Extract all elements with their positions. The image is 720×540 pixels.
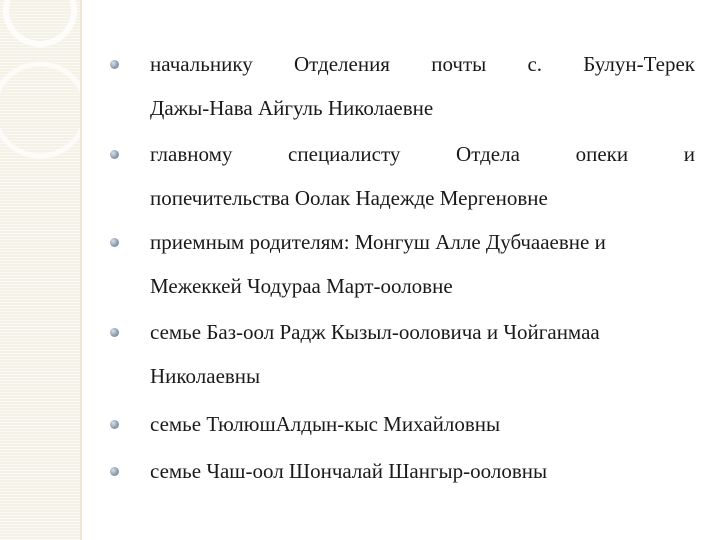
- bullet-icon: [110, 328, 119, 337]
- list-item-line: семье Баз-оол Радж Кызыл-ооловича и Чойганмаа: [150, 320, 600, 344]
- bullet-icon: [110, 420, 119, 429]
- list-item: [130, 310, 695, 398]
- bullet-icon: [110, 60, 119, 69]
- list-item-line: приемным родителям: Монгуш Алле Дубчааевне и: [150, 230, 606, 254]
- list-item: [130, 449, 695, 493]
- list-item-line: попечительства Оолак Надежде Мергеновне: [150, 186, 548, 210]
- list-item-line: семье Чаш-оол Шончалай Шангыр-ооловны: [150, 459, 548, 483]
- list-item: [130, 42, 695, 130]
- bullet-icon: [110, 238, 119, 247]
- list-item-line: Межеккей Чодураа Март-ооловне: [150, 274, 453, 298]
- list-item: [130, 132, 695, 220]
- list-item-line: главному специалисту Отдела опеки и: [150, 142, 695, 166]
- list-item-line: начальнику Отделения почты с. Булун-Терек: [150, 52, 695, 76]
- bullet-icon: [110, 467, 119, 476]
- bullet-icon: [110, 150, 119, 159]
- list-item-line: Николаевны: [150, 364, 261, 388]
- list-item-line: семье ТюлюшАлдын-кыс Михайловны: [150, 412, 501, 436]
- list-item: [130, 220, 695, 308]
- list-item: [130, 402, 695, 446]
- list-item-line: Дажы-Нава Айгуль Николаевне: [150, 96, 434, 120]
